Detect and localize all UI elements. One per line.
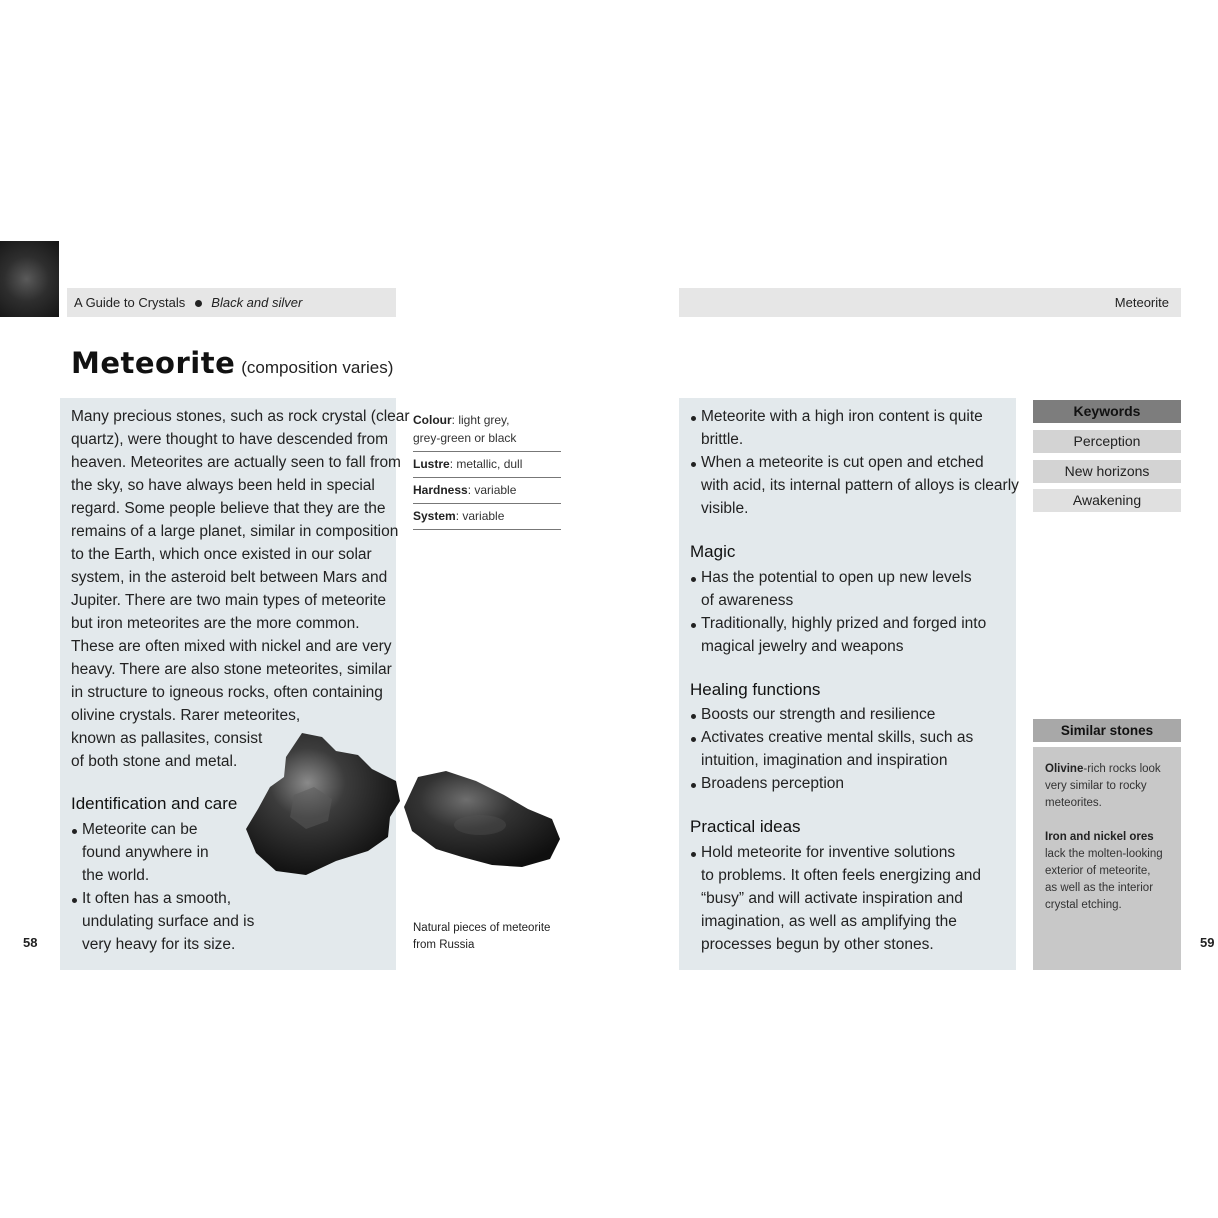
intro-line: heavy. There are also stone meteorites, similar bbox=[71, 661, 392, 678]
hardness-property bbox=[413, 478, 561, 504]
property-value: : variable bbox=[467, 483, 517, 497]
list-item-line: Meteorite with a high iron content is quite bbox=[701, 408, 983, 425]
similar-stone-text: -rich rocks look bbox=[1083, 763, 1161, 775]
keyword-item: Perception bbox=[1033, 430, 1181, 453]
list-item-line: found anywhere in bbox=[82, 844, 209, 861]
practical-heading: Practical ideas bbox=[690, 817, 801, 836]
list-item-line: magical jewelry and weapons bbox=[701, 638, 904, 655]
list-item bbox=[690, 703, 973, 726]
keyword-item: Awakening bbox=[1033, 489, 1181, 512]
list-item-line: Has the potential to open up new levels bbox=[701, 569, 972, 586]
colour-property bbox=[413, 408, 561, 452]
stone-header-title: Meteorite bbox=[1114, 295, 1169, 310]
list-item-line: Hold meteorite for inventive solutions bbox=[701, 844, 956, 861]
similar-stones-heading: Similar stones bbox=[1033, 719, 1181, 742]
list-item-line: intuition, imagination and inspiration bbox=[701, 752, 948, 769]
list-item-line: very heavy for its size. bbox=[82, 936, 236, 953]
intro-paragraph bbox=[71, 405, 410, 773]
keyword-item: New horizons bbox=[1033, 460, 1181, 483]
list-item-line: When a meteorite is cut open and etched bbox=[701, 454, 984, 471]
intro-bullet-list bbox=[690, 405, 1019, 520]
system-property bbox=[413, 504, 561, 530]
list-item bbox=[690, 451, 1019, 520]
list-item-line: undulating surface and is bbox=[82, 913, 255, 930]
list-item-line: visible. bbox=[701, 500, 749, 517]
list-item-line: with acid, its internal pattern of alloys is clearly bbox=[701, 477, 1019, 494]
intro-line: remains of a large planet, similar in composition bbox=[71, 523, 399, 540]
identification-list bbox=[71, 818, 254, 956]
property-value: grey-green or black bbox=[413, 431, 517, 445]
section-thumbnail-image bbox=[0, 241, 59, 317]
similar-stone-name: Iron and nickel ores bbox=[1045, 831, 1154, 843]
list-item-line: It often has a smooth, bbox=[82, 890, 232, 907]
left-page-header bbox=[67, 288, 396, 317]
composition-note: (composition varies) bbox=[241, 358, 394, 377]
section-name: Black and silver bbox=[211, 295, 303, 310]
similar-stone-text: crystal etching. bbox=[1045, 899, 1122, 911]
list-item-line: imagination, as well as amplifying the bbox=[701, 913, 957, 930]
intro-line: These are often mixed with nickel and are very bbox=[71, 638, 392, 655]
similar-stone-text: meteorites. bbox=[1045, 797, 1102, 809]
properties-table bbox=[413, 408, 561, 530]
intro-line: in structure to igneous rocks, often containing bbox=[71, 684, 383, 701]
practical-list bbox=[690, 841, 981, 956]
property-label: System bbox=[413, 509, 456, 523]
list-item-line: Meteorite can be bbox=[82, 821, 198, 838]
list-item bbox=[690, 566, 986, 612]
similar-stone-entry bbox=[1045, 829, 1173, 914]
right-page-header bbox=[679, 288, 1181, 317]
list-item-line: of awareness bbox=[701, 592, 794, 609]
intro-line: heaven. Meteorites are actually seen to fall from bbox=[71, 454, 401, 471]
list-item bbox=[71, 818, 254, 887]
property-label: Colour bbox=[413, 413, 452, 427]
similar-stone-text: lack the molten-looking bbox=[1045, 848, 1163, 860]
list-item bbox=[71, 887, 254, 956]
caption-line: from Russia bbox=[413, 939, 475, 951]
intro-line: known as pallasites, consist bbox=[71, 730, 263, 747]
intro-line: Many precious stones, such as rock crystal (clear bbox=[71, 408, 410, 425]
lustre-property bbox=[413, 452, 561, 478]
photo-caption bbox=[413, 920, 550, 954]
intro-line: olivine crystals. Rarer meteorites, bbox=[71, 707, 301, 724]
similar-stone-text: as well as the interior bbox=[1045, 882, 1154, 894]
healing-heading: Healing functions bbox=[690, 680, 821, 699]
list-item bbox=[690, 405, 1019, 451]
similar-stone-text: very similar to rocky bbox=[1045, 780, 1147, 792]
list-item bbox=[690, 772, 973, 795]
intro-line: to the Earth, which once existed in our solar bbox=[71, 546, 372, 563]
page-number-left: 58 bbox=[23, 935, 38, 950]
property-value: : light grey, bbox=[451, 413, 510, 427]
list-item-line: to problems. It often feels energizing and bbox=[701, 867, 982, 884]
list-item bbox=[690, 726, 973, 772]
magic-heading: Magic bbox=[690, 542, 736, 561]
intro-line: of both stone and metal. bbox=[71, 753, 238, 770]
page-number-right: 59 bbox=[1200, 935, 1215, 950]
similar-stone-text: exterior of meteorite, bbox=[1045, 865, 1151, 877]
intro-line: system, in the asteroid belt between Mars and bbox=[71, 569, 388, 586]
caption-line: Natural pieces of meteorite bbox=[413, 922, 551, 934]
similar-stone-name: Olivine bbox=[1045, 763, 1084, 775]
book-title: A Guide to Crystals bbox=[74, 295, 186, 310]
property-label: Hardness bbox=[413, 483, 468, 497]
stone-name: Meteorite bbox=[71, 346, 236, 380]
intro-line: Jupiter. There are two main types of meteorite bbox=[71, 592, 387, 609]
property-value: : variable bbox=[455, 509, 505, 523]
list-item-line: processes begun by other stones. bbox=[701, 936, 934, 953]
intro-line: but iron meteorites are the more common. bbox=[71, 615, 360, 632]
intro-line: the sky, so have always been held in special bbox=[71, 477, 375, 494]
intro-line: regard. Some people believe that they are the bbox=[71, 500, 386, 517]
list-item bbox=[690, 612, 986, 658]
list-item-line: Broadens perception bbox=[701, 775, 845, 792]
meteorite-photo bbox=[240, 725, 570, 890]
property-label: Lustre bbox=[413, 457, 450, 471]
healing-list bbox=[690, 703, 973, 795]
page-title bbox=[71, 346, 393, 380]
list-item-line: Activates creative mental skills, such as bbox=[701, 729, 974, 746]
similar-stones-panel bbox=[1033, 747, 1181, 970]
list-item-line: the world. bbox=[82, 867, 150, 884]
bullet-dot-icon bbox=[195, 300, 202, 307]
list-item-line: “busy” and will activate inspiration and bbox=[701, 890, 963, 907]
identification-heading: Identification and care bbox=[71, 794, 238, 813]
keywords-heading: Keywords bbox=[1033, 400, 1181, 423]
magic-list bbox=[690, 566, 986, 658]
similar-stone-entry bbox=[1045, 761, 1173, 812]
property-value: : metallic, dull bbox=[449, 457, 523, 471]
list-item-line: brittle. bbox=[701, 431, 744, 448]
intro-line: quartz), were thought to have descended from bbox=[71, 431, 389, 448]
list-item bbox=[690, 841, 981, 956]
list-item-line: Traditionally, highly prized and forged into bbox=[701, 615, 987, 632]
list-item-line: Boosts our strength and resilience bbox=[701, 706, 936, 723]
